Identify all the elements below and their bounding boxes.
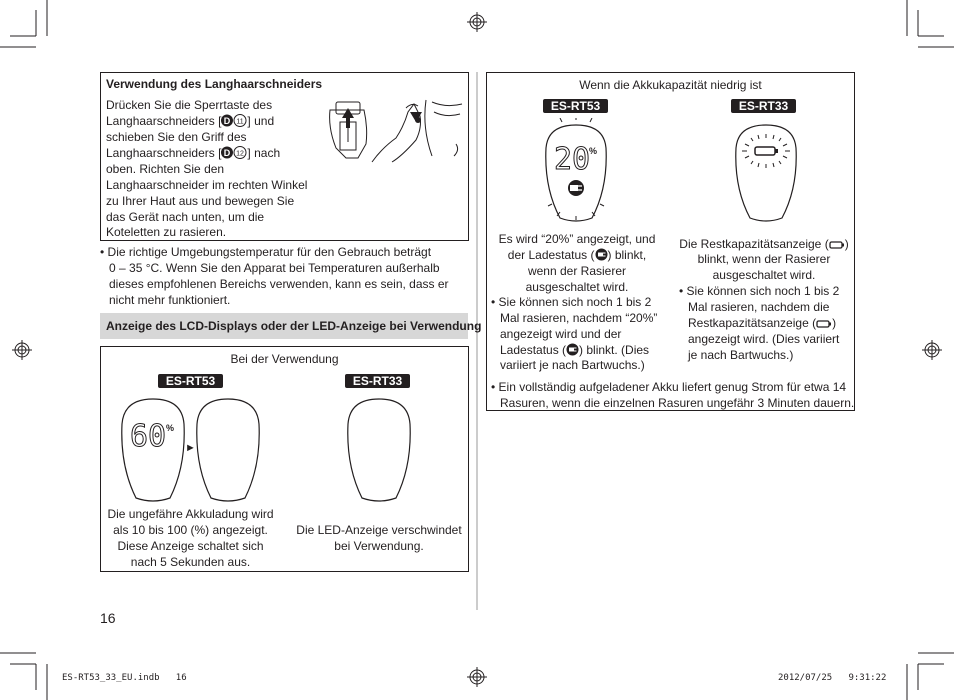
low-desc-a-3: wenn der Rasierer bbox=[527, 264, 627, 278]
usage-desc-b-1: Die LED-Anzeige verschwindet bbox=[296, 523, 462, 537]
svg-text:20: 20 bbox=[553, 142, 591, 177]
usage-caption: Bei der Verwendung bbox=[230, 352, 339, 366]
svg-text:%: % bbox=[588, 146, 598, 156]
low-bullet-b-3: Restkapazitätsanzeige ( ) bbox=[688, 315, 836, 333]
low-bullet-b-5: je nach Bartwuchs.) bbox=[688, 348, 794, 362]
low-desc-a-1: Es wird “20%” angezeigt, und bbox=[498, 232, 656, 246]
lcd-display-20 bbox=[540, 118, 612, 228]
usage-desc-a-2: als 10 bis 100 (%) angezeigt. bbox=[113, 523, 268, 537]
registration-mark-top bbox=[467, 12, 487, 32]
low-bullet-a-3: angezeigt wird und der bbox=[500, 327, 622, 341]
battery-outline-icon bbox=[755, 147, 775, 155]
model-badge-es-rt53: ES-RT53 bbox=[543, 99, 608, 113]
model-badge-es-rt53: ES-RT53 bbox=[158, 374, 223, 388]
langhaar-line-6: Langhaarschneider im rechten Winkel bbox=[106, 178, 308, 192]
temperature-line-4: nicht mehr funktioniert. bbox=[109, 293, 231, 307]
section-heading: Anzeige des LCD-Displays oder der LED-Anzeige bei Verwendung bbox=[106, 319, 482, 333]
langhaar-line-8: das Gerät nach unten, um die bbox=[106, 210, 265, 224]
trimmer-illustration bbox=[322, 98, 466, 164]
low-bullet-a-4: Ladestatus ( ) blinkt. (Dies bbox=[500, 342, 649, 360]
temperature-line-1: • Die richtige Umgebungstemperatur für den Gebrauch beträgt bbox=[100, 245, 432, 259]
svg-text:D: D bbox=[224, 116, 231, 126]
low-bullet-a-2: Mal rasieren, nachdem “20%” bbox=[500, 311, 658, 325]
led-display-low-battery bbox=[730, 118, 802, 228]
transition-arrow: ► bbox=[185, 442, 196, 454]
page-number: 16 bbox=[100, 610, 116, 626]
registration-mark-right bbox=[922, 340, 942, 360]
svg-text:12: 12 bbox=[236, 150, 245, 158]
lcd-display-60 bbox=[118, 396, 188, 506]
langhaar-line-7: zu Ihrer Haut aus und bewegen Sie bbox=[106, 194, 295, 208]
low-desc-a-4: ausgeschaltet wird. bbox=[525, 280, 629, 294]
registration-mark-bottom bbox=[467, 667, 487, 687]
model-badge-es-rt33: ES-RT33 bbox=[731, 99, 796, 113]
ref-d-icon bbox=[221, 146, 247, 163]
usage-desc-a-4: nach 5 Sekunden aus. bbox=[130, 555, 251, 569]
lcd-display-blank bbox=[193, 396, 263, 506]
svg-text:D: D bbox=[224, 148, 231, 158]
langhaar-title: Verwendung des Langhaarschneiders bbox=[106, 77, 323, 91]
charging-plug-icon bbox=[568, 180, 584, 196]
low-bullet-a-1: • Sie können sich noch 1 bis 2 bbox=[491, 295, 652, 309]
print-file-info: ES-RT53_33_EU.indb 16 bbox=[62, 673, 187, 683]
svg-text:60: 60 bbox=[129, 419, 167, 454]
temperature-line-2: 0 – 35 °C. Wenn Sie den Apparat bei Temperaturen außerhalb bbox=[109, 261, 440, 275]
langhaar-line-3: schieben Sie den Griff des bbox=[106, 130, 247, 144]
registration-mark-left bbox=[12, 340, 32, 360]
langhaar-line-9: Koteletten zu rasieren. bbox=[106, 225, 227, 239]
low-desc-b-2: blinkt, wenn der Rasierer bbox=[697, 252, 831, 266]
low-bullet-b-1: • Sie können sich noch 1 bis 2 bbox=[679, 284, 840, 298]
svg-text:%: % bbox=[165, 423, 175, 433]
print-timestamp: 2012/07/25 9:31:22 bbox=[778, 673, 887, 683]
usage-desc-a-1: Die ungefähre Akkuladung wird bbox=[107, 507, 274, 521]
langhaar-line-1: Drücken Sie die Sperrtaste des bbox=[106, 98, 273, 112]
low-desc-b-1: Die Restkapazitätsanzeige ( ) bbox=[674, 236, 854, 254]
low-caption: Wenn die Akkukapazität niedrig ist bbox=[579, 78, 762, 92]
low-footer-2: Rasuren, wenn die einzelnen Rasuren ungefähr 3 Minuten dauern. bbox=[500, 396, 855, 410]
usage-desc-b-2: bei Verwendung. bbox=[334, 539, 424, 553]
low-bullet-a-5: variiert je nach Bartwuchs.) bbox=[500, 358, 645, 372]
low-bullet-b-4: angezeigt wird. (Dies variiert bbox=[688, 332, 840, 346]
svg-text:11: 11 bbox=[236, 118, 245, 126]
led-display-blank bbox=[344, 396, 414, 506]
model-badge-es-rt33: ES-RT33 bbox=[345, 374, 410, 388]
langhaar-line-2: Langhaarschneiders [ D 11 ] und bbox=[106, 113, 274, 131]
low-desc-b-3: ausgeschaltet wird. bbox=[712, 268, 816, 282]
usage-desc-a-3: Diese Anzeige schaltet sich bbox=[117, 539, 264, 553]
low-bullet-b-2: Mal rasieren, nachdem die bbox=[688, 300, 830, 314]
langhaar-line-4: Langhaarschneiders [ D 12 ] nach bbox=[106, 145, 280, 163]
temperature-line-3: dieses empfohlenen Bereichs verwenden, kann es sein, dass er bbox=[109, 277, 449, 291]
langhaar-line-5: oben. Richten Sie den bbox=[106, 162, 225, 176]
low-desc-a-2: der Ladestatus ( ) blinkt, bbox=[486, 247, 668, 265]
low-footer-1: • Ein vollständig aufgeladener Akku liefert genug Strom für etwa 14 bbox=[491, 380, 847, 394]
